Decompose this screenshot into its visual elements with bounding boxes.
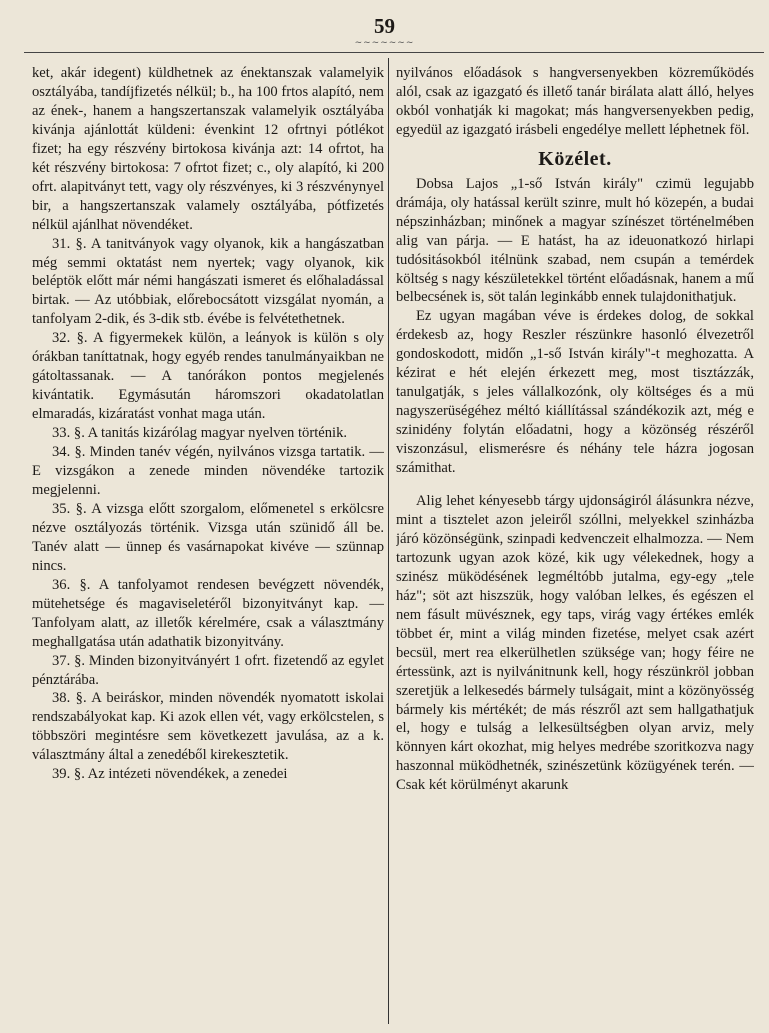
page-number: 59 — [374, 14, 395, 38]
right-paragraph-1: Dobsa Lajos „1-ső István király" czimü legujabb drámája, oly hatással került szinre, mult hó közepén, a budai népszinházban; minőnek a magyar színészet történelmében alig van párja. — E hatást, ha az ideuonatkozó hirlapi tudósitásokból itélnünk szabad, nem csupán a temérdek költség s nagy készületekkel történt előadásnak, hanem a mű belbecsének is, söt talán leginkább ennek tulajdonithatjuk. — [396, 175, 754, 306]
left-paragraph-1: ket, akár idegent) küldhetnek az énektanszak valamelyik osztályába, tandíjfizetés nélkül; b., ha 100 frtos alapító, nem az ének-, hanem a hangszertanszak valamelyik osztályába kivánja ajánlottát küldeni: évenkint 12 ofrtnyi pótlékot fizet; ha egy részvény birtokosa kivánja azt: 14 ofrtot, ha két részvény birtokosa: 7 ofrtot fizet; c., oly alapító, ki 200 ofrt. alapitványt tett, vagy oly részvényes, ki 3 részvénynyel bir, a hangszertanszak valamely osztályába, pótfizetés nélkül ajánlhat növendéket. — [32, 65, 384, 233]
left-column — [32, 64, 384, 1024]
column-divider — [388, 58, 389, 1024]
page-number-ornament: ~~~~~~~ — [354, 38, 415, 48]
left-paragraph-39: 39. §. Az intézeti növendékek, a zenedei — [52, 766, 288, 783]
left-paragraph-33: 33. §. A tanitás kizárólag magyar nyelven történik. — [52, 425, 348, 442]
right-intro-paragraph: nyilvános előadások s hangversenyekben közreműködés alól, csak az igazgató és illető tanár birálata alatt álló, helyes okból vonhatják ki magokat; más hangversenyekben pedig, egyedül az igazgató irásbeli engedélye mellett léphetnek föl. — [396, 65, 754, 138]
right-paragraph-3: Alig lehet kényesebb tárgy ujdonságiról álásunkra nézve, mint a tisztelet azon jeleiről szóllni, melyekkel szinházba járó közönségünk, szinpadi kedvenczeit elhalmozza. — Nem tartozunk ugyan azok közé, kik ugy vélekednek, hogy a szinész müködésének legméltóbb jutalma, egy-egy „tele ház"; söt azt hiszszük, hogy valóban lelkes, és egészen el nem fásult müvésznek, egy taps, virág vagy értékes emlék többet ér, mint a világ minden fizetése, melyet csak azért becsül, mert rea elkerülhetlen szüksége van; hogy féire ne értessünk, azt is nyilvánitnunk kell, hogy részünkröl jobban szeretjük a lelkesedés bármely tulságait, mint a közönyösség bármely kis mértékét; de más részről azt sem hallgathatjuk el, hogy e tulság a lelkesültségben olyan arviz, mely könnyen kárt okozhat, mig helyes medrébe szoritkozva nagy haszonnal müködhetnék, szinészetünk közügyének terén. — Csak két körülményt akarunk — [396, 493, 754, 794]
header-rule — [24, 52, 764, 53]
left-paragraph-34: 34. §. Minden tanév végén, nyilvános vizsga tartatik. — E vizsgákon a zenede minden növendéke tartozik megjelenni. — [32, 444, 384, 498]
left-paragraph-32: 32. §. A figyermekek külön, a leányok is külön s oly órákban taníttatnak, hogy egyéb rendes tanulmányaikban ne gátoltassanak. — A tanórákon pontos megjelenés kivántatik. Egymásután háromszori okadatolatlan elmaradás, kizáratást vonhat maga után. — [32, 330, 384, 423]
left-paragraph-36: 36. §. A tanfolyamot rendesen bevégzett növendék, mütehetsége és magaviseletéről bizonyitványt kap. — Tanfolyam alatt, az illetők kérelmére, csak a választmány meghallgatása után adathatik bizonyitvány. — [32, 576, 384, 650]
left-paragraph-38: 38. §. A beiráskor, minden növendék nyomatott iskolai rendszabályokat kap. Ki azok ellen vét, vagy erkölcstelen, s többszöri megintésre sem következett javulása, az a k. választmány által a zenedéből kirekesztetik. — [32, 690, 384, 764]
section-title-kozelet: Közélet. — [538, 147, 612, 170]
left-paragraph-37: 37. §. Minden bizonyitványért 1 ofrt. fizetendő az egylet pénztárába. — [32, 652, 384, 688]
right-paragraph-2: Ez ugyan magában véve is érdekes dolog, de sokkal érdekesb az, hogy Reszler részünkre hasonló élvezetről gondoskodott, midőn „1-ső István király"-t meghozatta. A kézirat e hét elején érkezett meg, most tisztázzák, tanulgatják, s jeles vállalkozónk, oly költséges és a mü nagyszerüségéhez méltó kiállítással szándékozik azt, még e szinidény folytán előadatni, hogy a közönség részéről viszonzásul, elismerésre és néhány tele házra jogosan számithat. — [396, 308, 754, 477]
paragraph-spacer — [396, 478, 754, 492]
right-column — [396, 64, 754, 1024]
left-paragraph-35: 35. §. A vizsga előtt szorgalom, előmenetel s erkölcsre nézve osztályozás történik. Vizsga után szünidő áll be. Tanév alatt — ünnep és vasárnapokat kivéve — szünnap nincs. — [32, 500, 384, 574]
left-paragraph-31: 31. §. A tanitványok vagy olyanok, kik a hangászatban még semmi oktatást nem nyertek; vagy olyanok, kik beléptök előtt már némi hangászati ismeret és előhaladással birtak. — Az utóbbiak, előrebocsátott vizsgálat nyomán, a tanfolyam 2-dik, és 3-dik stb. évébe is felvétethetnek. — [32, 235, 384, 328]
